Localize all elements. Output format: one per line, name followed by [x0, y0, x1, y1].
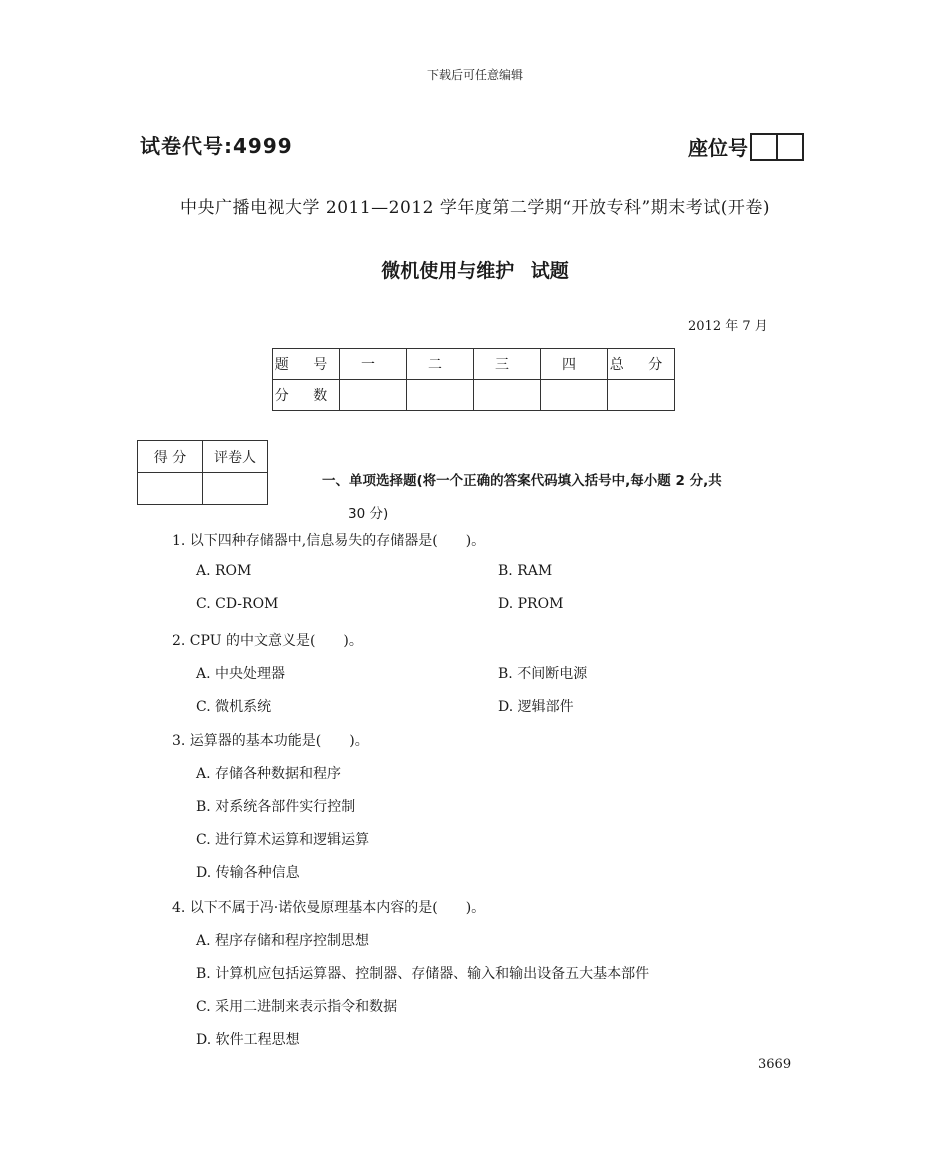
option: B. 计算机应包括运算器、控制器、存储器、输入和输出设备五大基本部件 [196, 966, 650, 982]
score-blank-cell [407, 380, 474, 411]
question-stem: 4. 以下不属于冯·诺依曼原理基本内容的是( )。 [172, 900, 486, 916]
section-heading-line1: 一、单项选择题(将一个正确的答案代码填入括号中,每小题 2 分,共 [322, 473, 722, 489]
seat-number-boxes [750, 133, 804, 161]
exam-date: 2012 年 7 月 [688, 319, 768, 334]
section-heading-line2: 30 分) [348, 506, 389, 522]
score-blank-cell [541, 380, 608, 411]
question-stem: 3. 运算器的基本功能是( )。 [172, 733, 369, 749]
option: B. RAM [498, 563, 553, 579]
grader-score-label: 得 分 [138, 441, 203, 473]
score-table-cell: 总 分 [608, 349, 675, 380]
seat-number [688, 132, 804, 161]
paper-code: 试卷代号:4999 [140, 134, 293, 158]
score-table-cell: 二 [407, 349, 474, 380]
option: B. 对系统各部件实行控制 [196, 799, 356, 815]
grader-name-label: 评卷人 [203, 441, 268, 473]
option: A. 中央处理器 [196, 666, 286, 682]
score-table-cell: 分 数 [273, 380, 340, 411]
score-blank-cell [340, 380, 407, 411]
grader-table [137, 440, 268, 505]
option: A. ROM [196, 563, 252, 579]
grader-blank-cell [203, 473, 268, 505]
subject-title: 微机使用与维护 试题 [381, 260, 569, 282]
option: C. CD-ROM [196, 596, 279, 612]
header-note: 下载后可任意编辑 [426, 68, 523, 82]
option: A. 程序存储和程序控制思想 [196, 933, 370, 949]
option: C. 进行算术运算和逻辑运算 [196, 832, 370, 848]
score-table-score-row [273, 380, 675, 411]
score-table-cell: 一 [340, 349, 407, 380]
score-table [272, 348, 675, 411]
question-stem: 1. 以下四种存储器中,信息易失的存储器是( )。 [172, 533, 486, 549]
grader-blank-cell [138, 473, 203, 505]
section-heading [322, 465, 817, 531]
option: C. 采用二进制来表示指令和数据 [196, 999, 398, 1015]
option: B. 不间断电源 [498, 666, 588, 682]
score-table-cell: 四 [541, 349, 608, 380]
option: A. 存储各种数据和程序 [196, 766, 342, 782]
score-blank-cell [474, 380, 541, 411]
exam-title: 中央广播电视大学 2011—2012 学年度第二学期“开放专科”期末考试(开卷) [180, 198, 770, 218]
question-stem: 2. CPU 的中文意义是( )。 [172, 633, 363, 649]
score-blank-cell [608, 380, 675, 411]
option: D. 逻辑部件 [498, 699, 574, 715]
page-number: 3669 [758, 1057, 792, 1072]
option: D. 传输各种信息 [196, 865, 300, 881]
option: C. 微机系统 [196, 699, 272, 715]
score-table-header-row [273, 349, 675, 380]
option: D. 软件工程思想 [196, 1032, 300, 1048]
score-table-cell: 题 号 [273, 349, 340, 380]
score-table-cell: 三 [474, 349, 541, 380]
option: D. PROM [498, 596, 564, 612]
seat-label: 座位号 [688, 136, 748, 160]
